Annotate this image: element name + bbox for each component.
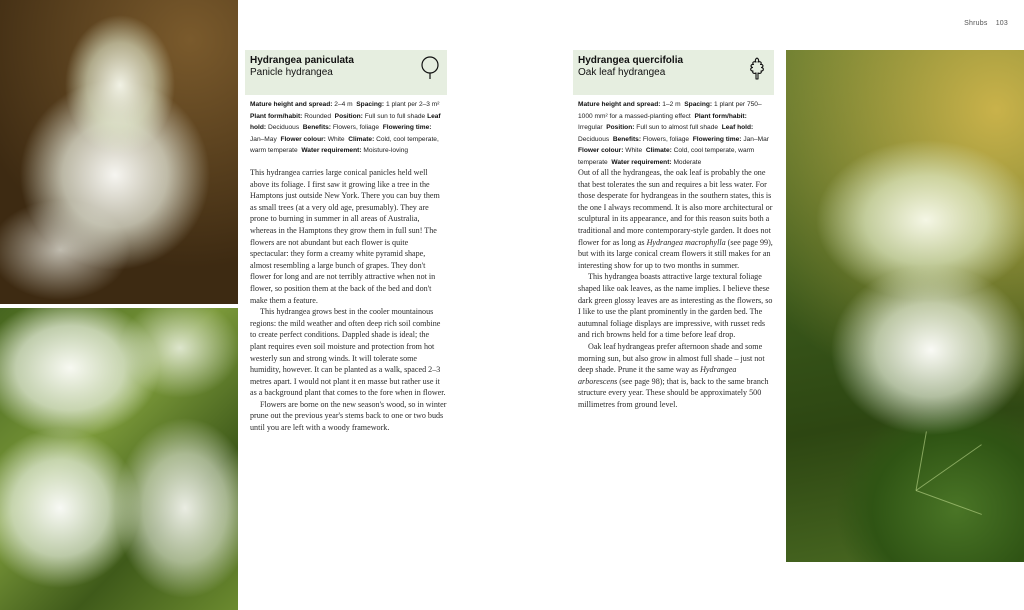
paragraph-text: Oak leaf hydrangeas prefer afternoon shade and some morning sun, but also grow in almost full shade – just not deep shade. Prune it the same way as — [578, 341, 765, 375]
oak-leaf-icon — [745, 56, 769, 80]
spec-label: Spacing: — [356, 101, 385, 108]
spec-value: Full sun to almost full shade — [636, 124, 719, 132]
spec-value: Deciduous — [267, 124, 300, 132]
paragraph-text: (see page 99), but with its large conical cream flowers it still makes for an interesting show for up to two months in summer. — [578, 237, 773, 270]
leaf-vein — [916, 490, 982, 515]
panicle-hydrangea-photo — [0, 0, 238, 304]
latin-name: Hydrangea quercifolia — [578, 55, 684, 66]
spec-label: Climate: — [348, 135, 375, 143]
spec-label: Water requirement: — [301, 147, 362, 155]
spec-value: Cold, cool temperate, warm temperate — [578, 147, 755, 166]
hydrangea-flowers-photo — [0, 308, 238, 610]
spec-label: Benefits: — [302, 124, 332, 132]
page-number: 103 — [995, 20, 1008, 27]
paragraph — [578, 167, 774, 271]
spec-value: Irregular — [578, 124, 603, 132]
spec-value: Flowers, foliage — [332, 124, 380, 132]
spec-label: Flowering time: — [382, 124, 432, 132]
paragraph: Flowers are borne on the new season's wood, so in winter prune out the previous year's stems back to one or two buds until you are left with a woody framework. — [250, 399, 447, 433]
leaf-vein — [916, 431, 927, 490]
paragraph: This hydrangea grows best in the cooler mountainous regions: the mild weather and often deep rich soil combine to create perfect conditions. Dappled shade is ideal; the plant requires even soil moisture and protection from hot westerly sun and strong winds. It will tolerate some humidity, however. It can be planted as a walk, spaced 2–3 metres apart. I would not plant it en masse but rather use it as a background plant that comes to the fore when in flower. — [250, 307, 446, 398]
oak-leaf-hydrangea-photo — [786, 50, 1024, 562]
latin-name: Hydrangea paniculata — [250, 55, 354, 66]
spec-label: Plant form/habit: — [250, 112, 303, 120]
spec-value: 1 plant per 750–1000 mm² for a massed-planting effect — [578, 101, 762, 120]
common-name: Panicle hydrangea — [250, 67, 333, 78]
paragraph — [578, 341, 774, 411]
paragraph-text: Out of all the hydrangeas, the oak leaf is probably the one that best tolerates the sun and requires a bit less water. For those desperate for hydrangeas in the southern states, this is the one I always recommend. It is also more architectural or sculptural in its appearance, and for this reason suits both a traditional and more contemporary-style garden. It does not flower for as long as — [578, 168, 773, 247]
section-name: Shrubs — [964, 20, 988, 27]
spec-label: Position: — [606, 124, 635, 132]
spec-label: Mature height and spread: — [250, 101, 333, 108]
spec-value: Deciduous — [578, 135, 610, 143]
leaf-vein — [916, 444, 982, 491]
spec-label: Leaf hold: — [250, 112, 441, 132]
tree-outline-icon — [418, 56, 442, 80]
spec-value: Moderate — [673, 158, 702, 166]
spec-label: Flower colour: — [280, 135, 326, 143]
spec-label: Spacing: — [684, 101, 713, 108]
spec-value: Rounded — [304, 112, 331, 120]
spec-label: Plant form/habit: — [694, 112, 747, 120]
common-name: Oak leaf hydrangea — [578, 67, 666, 78]
italic-plant-name: Hydrangea arborescens — [578, 365, 737, 386]
spec-label: Leaf hold: — [721, 124, 754, 132]
spec-label: Flower colour: — [578, 147, 624, 155]
spec-value: 1–2 m — [662, 101, 681, 108]
body-text-paniculata — [250, 167, 447, 434]
spec-label: Mature height and spread: — [578, 101, 661, 108]
spec-value: Flowers, foliage — [642, 135, 690, 143]
spec-label: Climate: — [645, 147, 672, 155]
spec-value: Full sun to full shade — [364, 112, 426, 120]
spec-label: Benefits: — [612, 135, 642, 143]
plant-header-paniculata — [245, 50, 447, 95]
spec-value: White — [625, 147, 643, 155]
paragraph-text: (see page 98); that is, back to the same branch structure every year. These should be approximately 500 millimetres from ground level. — [578, 376, 769, 409]
plant-header-quercifolia — [573, 50, 774, 95]
specs-paniculata — [250, 99, 447, 157]
specs-quercifolia — [578, 99, 774, 169]
body-text-quercifolia — [578, 167, 774, 410]
spec-value: Moisture-loving — [363, 147, 409, 155]
spec-value: Jan–May — [250, 135, 277, 143]
spec-value: White — [327, 135, 345, 143]
paragraph: This hydrangea carries large conical panicles held well above its foliage. I first saw it growing like a tree in the Hamptons just outside New York. There you can buy them as small trees (at a very old age, presumably). They are prone to burning in summer in all areas of Australia, whereas in the Hamptons they grow them in full sun! The flowers are not abundant but each flower is quite spectacular: they form a creamy white pyramid shape, almost resembling a large bunch of grapes. They don't flower for long and are not terribly attractive when not in flower, so position them at the back of the bed and don't make them a feature. — [250, 168, 440, 305]
paragraph: This hydrangea boasts attractive large textural foliage shaped like oak leaves, as the name implies. I believe these dark green glossy leaves are as interesting as the flowers, so I like to use the plant prominently in the garden bed. The autumnal foliage displays are impressive, with russet reds and rich browns held for a time before leaf drop. — [578, 272, 773, 340]
spec-value: Jan–Mar — [743, 135, 769, 143]
running-head — [958, 20, 1008, 27]
spec-label: Flowering time: — [692, 135, 742, 143]
spec-value: Cold, cool temperate, warm temperate — [250, 135, 439, 155]
italic-plant-name: Hydrangea macrophylla — [646, 237, 726, 247]
spec-label: Position: — [334, 112, 363, 120]
spec-value: 2–4 m — [334, 101, 353, 108]
spec-label: Water requirement: — [611, 158, 672, 166]
spec-value: 1 plant per 2–3 m² — [385, 101, 440, 108]
